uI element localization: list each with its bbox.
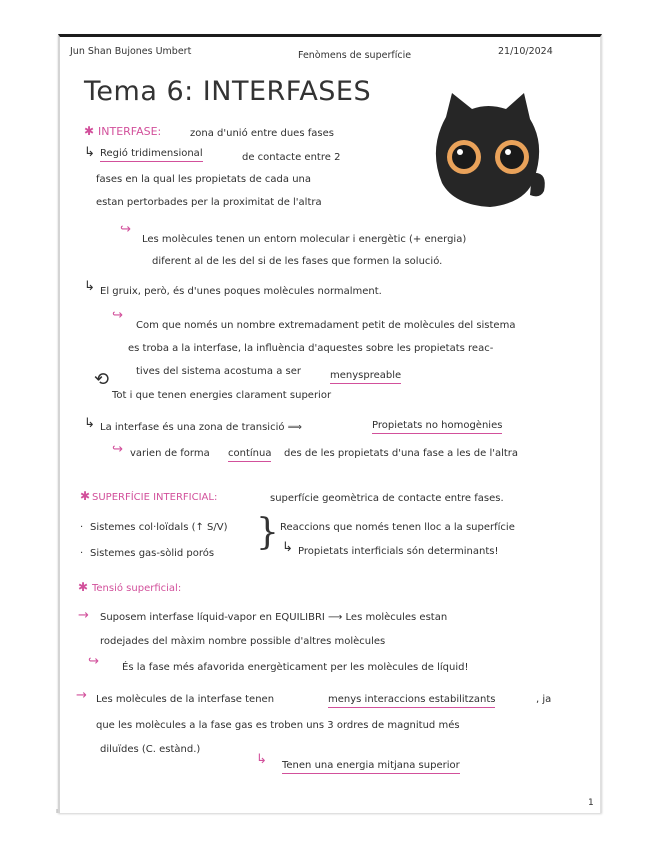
superficie-heading: SUPERFÍCIE INTERFICIAL: — [92, 492, 218, 503]
author-name: Jun Shan Bujones Umbert — [70, 46, 192, 57]
hook-arrow-icon: ↪ — [120, 222, 131, 237]
superficie-definition: superfície geomètrica de contacte entre fases. — [270, 493, 504, 504]
text-line: El gruix, però, és d'unes poques molècules normalment. — [100, 286, 382, 297]
brace-icon: } — [256, 512, 279, 553]
text-line: que les molècules a la fase gas es troben uns 3 ordres de magnitud més — [96, 720, 460, 731]
text-line: La interfase és una zona de transició ⟹ — [100, 422, 302, 433]
text-line: diferent al de les del si de les fases que formen la solució. — [152, 256, 443, 267]
star-bullet-icon: ✱ — [84, 124, 95, 138]
propietats-no-homogenies: Propietats no homogènies — [372, 419, 502, 434]
text-line: És la fase més afavorida energèticament per les molècules de líquid! — [122, 662, 469, 673]
note-date: 21/10/2024 — [498, 46, 553, 57]
list-item: · — [80, 548, 84, 559]
text-line: estan pertorbades per la proximitat de l'altra — [96, 197, 322, 208]
text-line: Reaccions que només tenen lloc a la superfície — [280, 522, 515, 533]
menyspreable-term: menyspreable — [330, 369, 401, 384]
energia-mitjana-term: Tenen una energia mitjana superior — [282, 759, 460, 774]
notebook-page — [58, 34, 602, 813]
text-line: Com que només un nombre extremadament petit de molècules del sistema — [136, 320, 516, 331]
list-item: Sistemes col·loïdals (↑ S/V) — [90, 522, 228, 533]
list-item: Sistemes gas-sòlid porós — [90, 548, 215, 559]
text-line: tives del sistema acostuma a ser — [136, 366, 301, 377]
corner-arrow-icon: ↳ — [282, 540, 293, 555]
text-line: fases en la qual les propietats de cada una — [96, 174, 311, 185]
regio-label: Regió tridimensional — [100, 147, 203, 162]
text-line: , ja — [536, 694, 552, 705]
hook-arrow-icon: ↪ — [112, 308, 123, 323]
hook-arrow-icon: ↪ — [88, 654, 99, 669]
corner-arrow-icon: ↳ — [256, 752, 267, 767]
continua-term: contínua — [228, 447, 271, 462]
page-number: 1 — [588, 798, 594, 808]
interfase-heading: INTERFASE: — [98, 125, 162, 138]
text-line: rodejades del màxim nombre possible d'altres molècules — [100, 636, 386, 647]
interfase-definition: zona d'unió entre dues fases — [190, 128, 334, 139]
right-arrow-icon: → — [78, 608, 89, 623]
text-line: es troba a la interfase, la influència d'aquestes sobre les propietats reac- — [128, 343, 494, 354]
text-line: Les molècules tenen un entorn molecular i energètic (+ energia) — [142, 234, 467, 245]
text-line: diluïdes (C. estànd.) — [100, 744, 201, 755]
text-line: Propietats interficials són determinants! — [298, 546, 499, 557]
cat-doodle-icon — [424, 87, 550, 217]
menys-interaccions-term: menys interaccions estabilitzants — [328, 693, 495, 708]
text-line: de contacte entre 2 — [242, 152, 341, 163]
text-line: Les molècules de la interfase tenen — [96, 694, 275, 705]
text-line: Tot i que tenen energies clarament superior — [112, 390, 332, 401]
right-arrow-icon: → — [76, 688, 87, 703]
corner-arrow-icon: ↳ — [84, 416, 95, 431]
text-line: Suposem interfase líquid-vapor en EQUILIBRI ⟶ Les molècules estan — [100, 612, 448, 623]
tensio-heading: Tensió superficial: — [92, 583, 182, 594]
course-name: Fenòmens de superfície — [298, 50, 412, 61]
star-bullet-icon: ✱ — [78, 580, 89, 594]
page-title: Tema 6: INTERFASES — [84, 76, 372, 107]
list-item: · — [80, 522, 84, 533]
corner-arrow-icon: ↳ — [84, 145, 95, 160]
curved-arrow-icon: ⟲ — [94, 369, 110, 390]
hook-arrow-icon: ↪ — [112, 442, 123, 457]
corner-arrow-icon: ↳ — [84, 279, 95, 294]
text-line: des de les propietats d'una fase a les de l'altra — [284, 448, 519, 459]
text-line: varien de forma — [130, 448, 210, 459]
star-bullet-icon: ✱ — [80, 489, 91, 503]
